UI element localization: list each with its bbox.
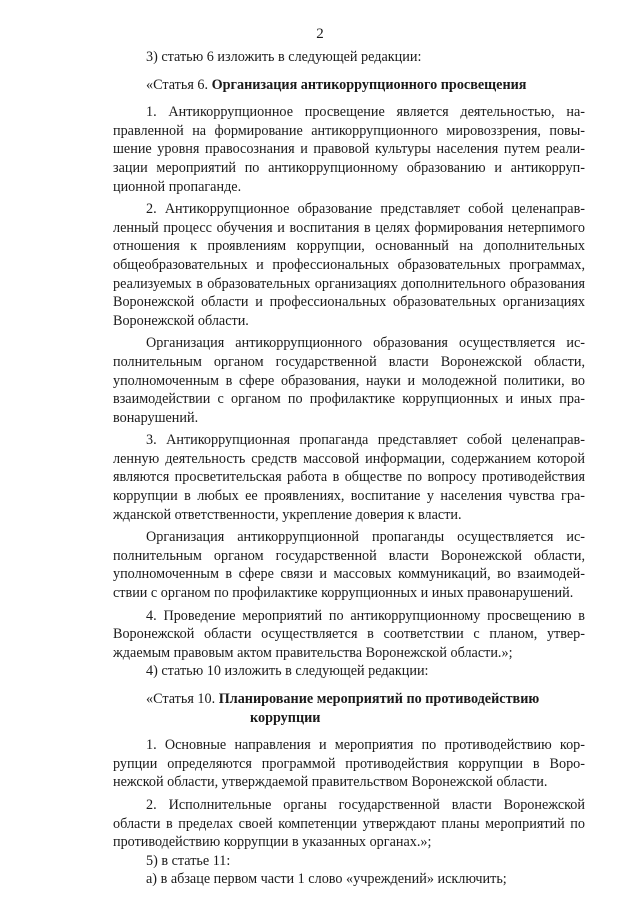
page-number: 2 xyxy=(316,26,324,42)
article-10-prefix: «Статья 10. xyxy=(146,691,219,707)
amendment-item-3: 3) статью 6 изложить в следующей редакции: xyxy=(146,49,422,65)
article-10-heading xyxy=(113,690,585,727)
article-6-paragraph-3: Организация антикоррупционного образования осуществляется исполнительным органом государственной власти Воронежской области, уполномоченным в сфере образования, науки и молодежной политики, во взаимодействии с органом по профилактике коррупционных и иных правонарушений. xyxy=(113,335,585,426)
article-6-title: Организация антикоррупционного просвещения xyxy=(211,76,527,93)
article-6-paragraph-1: 1. Антикоррупционное просвещение является деятельностью, направленной на формирование антикоррупционного мировоззрения, повышение уровня правосознания и правовой культуры населения путем реализации мероприятий по антикоррупционному образованию и антикоррупционной пропаганде. xyxy=(113,104,585,195)
amendment-item-5a: а) в абзаце первом части 1 слово «учреждений» исключить; xyxy=(146,871,507,888)
amendment-item-5: 5) в статье 11: xyxy=(146,852,231,869)
article-10-title-line-2: коррупции xyxy=(250,709,321,726)
article-6-paragraph-2: 2. Антикоррупционное образование представляет собой целенаправленный процесс обучения и воспитания в целях формирования нетерпимого отношения к проявлениям коррупции, основанный на дополнительных общеобразовательных и профессиональных образовательных программах, реализуемых в образовательных организациях дополнительного образования Воронежской области и профессиональных образовательных организациях Воронежской области. xyxy=(113,201,585,329)
article-10-title-line-1: Планирование мероприятий по противодействию xyxy=(218,691,540,707)
article-10-paragraph-1: 1. Основные направления и мероприятия по противодействию коррупции определяются программой противодействия коррупции в Воронежской области, утверждаемой правительством Воронежской области. xyxy=(113,737,585,791)
article-6-prefix: «Статья 6. xyxy=(146,76,212,93)
article-10-paragraph-2: 2. Исполнительные органы государственной власти Воронежской области в пределах своей компетенции утверждают планы мероприятий по противодействию коррупции в указанных органах.»; xyxy=(113,796,585,851)
article-6-paragraph-6: 4. Проведение мероприятий по антикоррупционному просвещению в Воронежской области осуществляется в соответствии с планом, утверждаемым правовым актом правительства Воронежской области.»; xyxy=(113,607,585,661)
article-6-paragraph-5: Организация антикоррупционной пропаганды осуществляется исполнительным органом государственной власти Воронежской области, уполномоченным в сфере связи и массовых коммуникаций, во взаимодействии с органом по профилактике коррупционных и иных правонарушений. xyxy=(113,529,585,602)
document-body xyxy=(113,48,585,889)
article-6-heading xyxy=(113,76,585,95)
article-6-paragraph-4: 3. Антикоррупционная пропаганда представляет собой целенаправленную деятельность средств массовой информации, содержанием которой являются просветительская работа в обществе по вопросу противодействия коррупции в любых ее проявлениях, воспитание у населения чувства гражданской ответственности, укрепление доверия к власти. xyxy=(113,432,585,523)
amendment-item-4: 4) статью 10 изложить в следующей редакции: xyxy=(146,663,429,680)
